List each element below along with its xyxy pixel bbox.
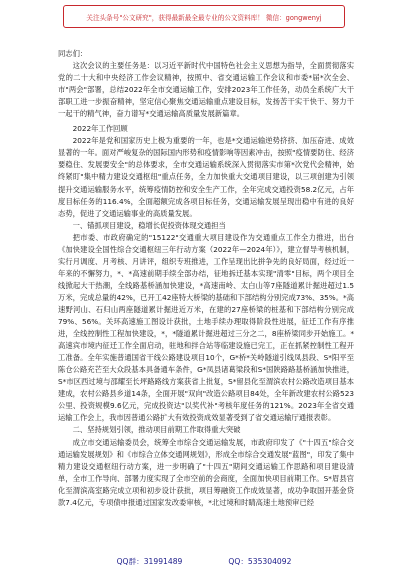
project-paragraph: 把市委、市政府确定的"15122"交通重大项目建设作为交通重点工作全力推进，出台《加快建设全国性综合交通枢纽三年行动方案（2022年—2024年）》，建立督导考核机制，实行月调度、月考核、月讲评，组织专班推进，工作呈现出比拼争先的良好局面，经过近一年来的不懈努力，*、*高速前期手续全部办结，征地拆迁基本实现"清零"目标，两个项目全线掀起大干热潮，全线路基桥涵加快建设，*高速南岭、太白山等7座隧道累计掘进超过1.5万米，完成总量的42%，已开工42座特大桥梁的基础和下部结构分别完成73%、35%。*高速野河山、石归山两座隧道累计掘进近万米，在建的27座桥梁的桩基和下部结构分别完成79%、56%。关环高速施工图设计获批，土地手续办理取得阶段性进展，征迁工作有序推进，全线控制性工程加快建设，*，*隧道累计掘进超过三分之二，8座桥梁同步开始施工。*高速宾市境内征迁工作全面启动，驻地和拌合站等临建设施已完工，正在抓紧控制性工程开工准备。全年实施普通国省干线公路建设项目10个，G*桥*关岭隧道引线凤县段、S*阳平至陈仓公路充芒至大众段基本具备通车条件，G*凤县诸葛梁段和S*国陕路路基桥涵加快推进，S*市区西过境与邵耀至长坪路路线方案获省上批复，S*留县化至渭滨农村公路改造项目基本建成，农村公路县乡道14条，全面开展"双向"改造公路项目84处，全年新改建农村公路523公里、投资规模9.6亿元，完成投资达"以奖代补"考核年度任务的121%。2023年全省交通运输工作会上，我市因普通公路扩大有效投资成效显著受到了省交通运输厅通报表彰。 [58,232,354,423]
banner-wechat: 微信：gongwenyj [265,13,322,22]
banner-text: 关注头条号"公文研究"，获得最新最全最专业的公文资料库！ [86,13,264,22]
footer-contacts [0,556,408,574]
intro-paragraph: 这次会议的主要任务是：以习近平新时代中国特色社会主义思想为指导，全面贯彻落实党的二十大和中央经济工作会议精神，按照中、省交通运输工作会议和市委*届*次全会、市"两会"部署，总结2022年全市交通运输工作，安排2023年工作任务，动员全系统广大干部职工进一步振奋精神，坚定信心聚焦交通运输重点建设目标，发扬苦干实干快干、努力干一起干的精气神，奋力谱写*交通运输高质量发展新篇章。 [58,61,354,119]
section-title: 2022年工作回顾 [72,124,128,134]
promo-banner[interactable] [63,5,345,28]
planning-paragraph: 成立市交通运输委员会，统筹全市综合交通运输发展，市政府印发了《"十四五"综合交通运输发展规划》和《市综合立体交通网规划》，形成全市综合交通发展"蓝图"，印发了集中精力建设交通枢纽行动方案，进一步明确了"十四五"期间交通运输工作思路和项目建设清单，全市工作导向、部署力度实现了全市空前的会商度，全面加快项目前期工作。S*眉县官化至渭滨高室路完成立项和初步设计获批，项目筹融资工作成效显著，成功争取国开基金贷款7.4亿元，专项债申报通过国家发改委审核，*北过境和时睛高速土地预审已经 [58,437,354,507]
review-paragraph: 2022年是党和国家历史上极为重要的一年，也是*交通运输逆势挤挤、加压奋进、成效显著的一年。面对严峻复杂的国际国内形势和疫情影响等因素冲击，按照"疫情要防住、经济要稳住、发展要安全"的总体要求，全市交通运输系统深入贯彻落实市第*次党代会精神，始终紧盯"集中精力建设交通枢纽"重点任务，全力加快重大交通项目建设，以三项创建为引领提升交通运输服务水平，统筹疫情防控和安全生产工作，全年完成交通投资58.2亿元，占年度目标任务的116.4%，全面超额完成各项目标任务，交通运输发展呈现出稳中有进的良好态势，促进了交通运输事业的高质量发展。 [58,136,354,218]
document-body [58,48,354,509]
footer-qq-group: QQ群：31991489 [116,557,183,566]
footer-qq: QQ：535304092 [228,557,292,566]
salutation: 同志们： [58,49,88,58]
heading-2: 二、坚持规划引领，推动项目前期工作取得重大突破 [72,425,241,435]
heading-1: 一、锚抓项目建设，稳增长促投资体现交通担当 [72,220,226,230]
